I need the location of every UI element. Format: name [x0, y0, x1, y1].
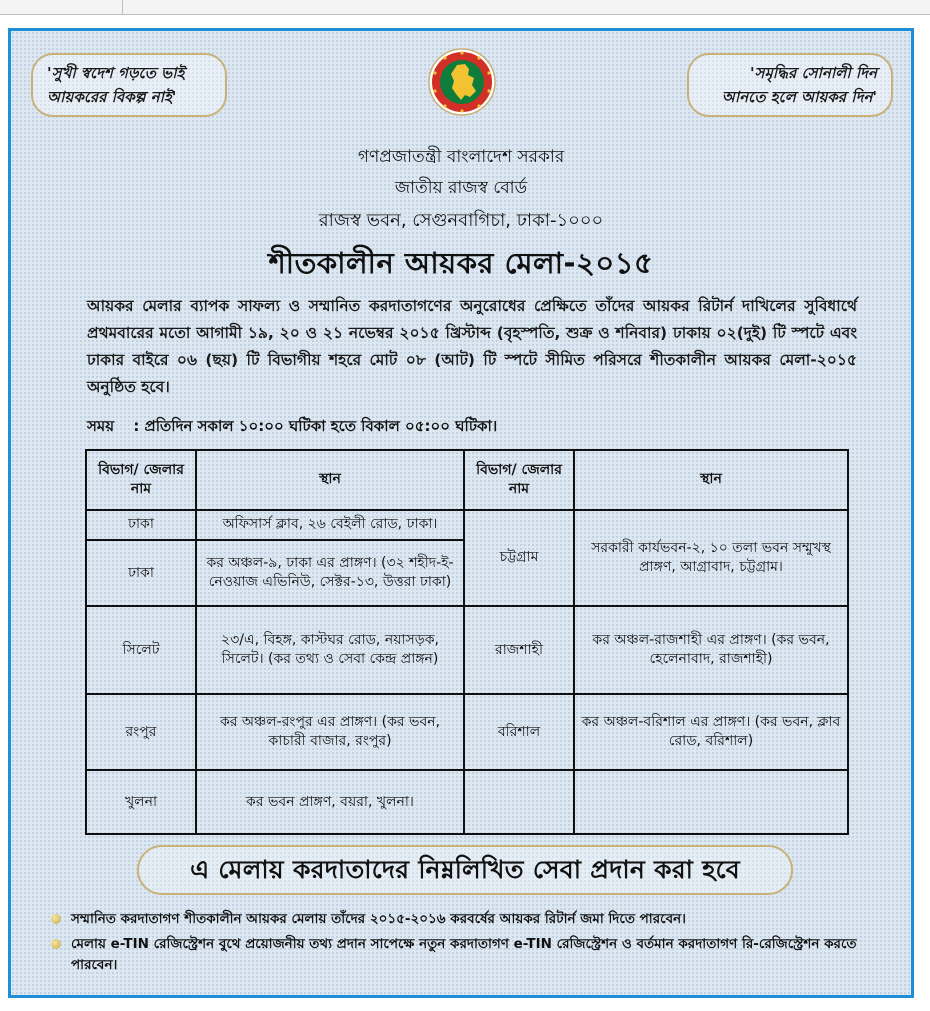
slogan-left	[31, 53, 227, 117]
slogan-left-line1: 'সুখী স্বদেশ গড়তে ভাই	[47, 64, 185, 82]
top-strip	[0, 0, 930, 15]
list-item	[51, 909, 901, 930]
list-item-text: মেলায় e-TIN রেজিস্ট্রেশন বুথে প্রয়োজনীয় তথ্য প্রদান সাপেক্ষে নতুন করদাতাগণ e-TIN রেজিস্ট্রেশন ও বর্তমান করদাতাগণ রি-রেজিস্ট্রেশন করতে পারবেন।	[71, 936, 857, 973]
board-name: জাতীয় রাজস্ব বোর্ড	[394, 178, 528, 198]
page-title: শীতকালীন আয়কর মেলা-২০১৫	[268, 246, 654, 280]
district-cell: সিলেট	[86, 606, 196, 694]
venue-cell: কর অঞ্চল-রংপুর এর প্রাঙ্গণ। (কর ভবন, কাচারী বাজার, রংপুর)	[196, 694, 464, 770]
timing-value: : প্রতিদিন সকাল ১০:০০ ঘটিকা হতে বিকাল ০৫:০০ ঘটিকা।	[133, 417, 498, 435]
venue-cell: সরকারী কার্যভবন-২, ১০ তলা ভবন সম্মুখস্থ প্রাঙ্গণ, আগ্রাবাদ, চট্টগ্রাম।	[574, 510, 848, 607]
timing-label: সময়	[87, 417, 115, 435]
table-header-row	[86, 450, 848, 510]
timing-line	[87, 415, 857, 440]
header-venue-b: স্থান	[574, 450, 848, 510]
bangladesh-government-emblem-icon	[427, 47, 497, 117]
bullet-dot-icon	[51, 914, 61, 924]
service-list	[51, 909, 901, 980]
strip-divider	[122, 0, 123, 14]
district-cell: খুলনা	[86, 770, 196, 834]
venue-cell: অফিসার্স ক্লাব, ২৬ বেইলী রোড, ঢাকা।	[196, 510, 464, 541]
district-cell: রংপুর	[86, 694, 196, 770]
venue-cell: কর অঞ্চল-বরিশাল এর প্রাঙ্গণ। (কর ভবন, ক্লাব রোড, বরিশাল)	[574, 694, 848, 770]
district-cell: চট্টগ্রাম	[464, 510, 574, 607]
slogan-right-line2: আনতে হলে আয়কর দিন'	[721, 88, 877, 106]
slogan-right-line1: 'সমৃদ্ধির সোনালী দিন	[749, 64, 877, 82]
header-district-a: বিভাগ/ জেলার নাম	[86, 450, 196, 510]
bullet-dot-icon	[51, 939, 61, 949]
table-row	[86, 510, 848, 541]
venue-cell: কর ভবন প্রাঙ্গণ, বয়রা, খুলনা।	[196, 770, 464, 834]
venue-cell: ২৩/এ, বিহঙ্গ, কাস্টঘর রোড, নয়াসড়ক, সিলেট। (কর তথ্য ও সেবা কেন্দ্র প্রাঙ্গন)	[196, 606, 464, 694]
district-cell: ঢাকা	[86, 540, 196, 606]
intro-paragraph: আয়কর মেলার ব্যাপক সাফল্য ও সম্মানিত করদাতাগণের অনুরোধের প্রেক্ষিতে তাঁদের আয়কর রিটার্ন দাখিলের সুবিধার্থে প্রথমবারের মতো আগামী ১৯, ২০ ও ২১ নভেম্বর ২০১৫ খ্রিস্টাব্দ (বৃহস্পতি, শুক্র ও শনিবার) ঢাকায় ০২(দুই) টি স্পটে এবং ঢাকার বাইরে ০৬ (ছয়) টি বিভাগীয় শহরে মোট ০৮ (আট) টি স্পটে সীমিত পরিসরে শীতকালীন আয়কর মেলা-২০১৫ অনুষ্ঠিত হবে।	[87, 297, 857, 396]
table-row	[86, 770, 848, 834]
table-row	[86, 694, 848, 770]
table-row	[86, 606, 848, 694]
empty-cell	[464, 770, 574, 834]
empty-cell	[574, 770, 848, 834]
list-item-text: সম্মানিত করদাতাগণ শীতকালীন আয়কর মেলায় তাঁদের ২০১৫-২০১৬ করবর্ষের আয়কর রিটার্ন জমা দিতে পারবেন।	[71, 911, 686, 927]
government-name: গণপ্রজাতন্ত্রী বাংলাদেশ সরকার	[357, 147, 565, 167]
venue-cell: কর অঞ্চল-রাজশাহী এর প্রাঙ্গণ। (কর ভবন, হেলেনাবাদ, রাজশাহী)	[574, 606, 848, 694]
venue-table	[85, 449, 849, 835]
header-venue-a: স্থান	[196, 450, 464, 510]
district-cell: বরিশাল	[464, 694, 574, 770]
district-cell: ঢাকা	[86, 510, 196, 541]
board-address: রাজস্ব ভবন, সেগুনবাগিচা, ঢাকা-১০০০	[318, 210, 604, 231]
slogan-left-line2: আয়করের বিকল্প নাই'	[47, 88, 177, 106]
slogan-right	[687, 53, 893, 117]
venue-cell: কর অঞ্চল-৯, ঢাকা এর প্রাঙ্গণ। (৩২ শহীদ-ই-নেওয়াজ এভিনিউ, সেক্টর-১৩, উত্তরা ঢাকা)	[196, 540, 464, 606]
header-district-b: বিভাগ/ জেলার নাম	[464, 450, 574, 510]
service-banner: এ মেলায় করদাতাদের নিম্নলিখিত সেবা প্রদান করা হবে	[137, 845, 793, 895]
advertisement-page	[8, 28, 914, 998]
district-cell: রাজশাহী	[464, 606, 574, 694]
list-item	[51, 934, 901, 976]
